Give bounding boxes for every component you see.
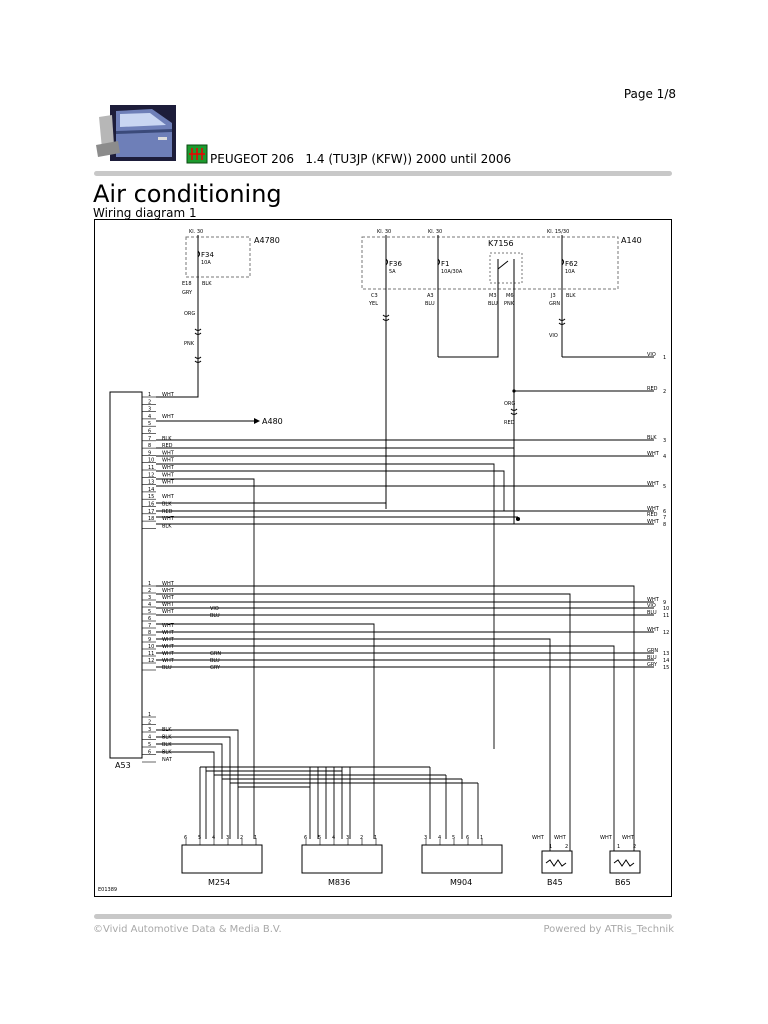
supply-label: Kl. 15/30 — [547, 229, 570, 235]
edge-terminal-number: 8 — [663, 522, 667, 528]
motor-m836 — [302, 835, 382, 887]
connector-pin-number: 7 — [148, 623, 152, 629]
module-label-a4780: A4780 — [254, 236, 280, 245]
pin-label: C3 — [371, 293, 378, 299]
edge-wire-color: GRN — [647, 648, 659, 654]
wire-color: GRY — [210, 665, 221, 671]
wire-color: RED — [504, 420, 515, 426]
fuse-label-f1: F1 — [441, 260, 450, 268]
connector-pin-number: 4 — [148, 413, 152, 420]
module-label-a140: A140 — [621, 236, 642, 245]
connector-pin-number: 8 — [148, 630, 152, 636]
sensor-b45 — [532, 835, 572, 887]
connector-pin-number: 11 — [148, 465, 155, 471]
motor-pin-number: 5 — [198, 835, 202, 841]
drawing-number: E01389 — [98, 887, 118, 893]
module-label-a53: A53 — [115, 761, 131, 770]
edge-wire-color: BLU — [647, 655, 657, 661]
green-connector-icon — [186, 144, 208, 164]
motor-pin-number: 6 — [304, 835, 308, 841]
edge-wire-color: BLK — [647, 435, 657, 441]
connector-wire-color: WHT — [162, 644, 174, 650]
footer-divider — [94, 914, 672, 919]
connector-pin-number: 1 — [148, 581, 152, 587]
connector-pin-number: 15 — [148, 494, 155, 501]
motor-pin-number: 1 — [254, 835, 258, 841]
edge-terminal-number: 4 — [663, 454, 667, 460]
edge-wire-color: WHT — [647, 451, 659, 457]
connector-pin-number: 2 — [148, 719, 152, 726]
connector-wire-color: NAT — [162, 757, 172, 763]
connector-wire-color: BLK — [162, 749, 172, 756]
module-label-b45: B45 — [547, 878, 563, 887]
wire-color: WHT — [532, 835, 544, 841]
connector-wire-color: WHT — [162, 658, 174, 664]
wire-color: WHT — [600, 835, 612, 841]
car-door-logo-icon — [96, 101, 178, 163]
edge-wire-color: WHT — [647, 506, 659, 512]
connector-wire-color: BLU — [162, 665, 172, 671]
motor-pin-number: 6 — [184, 835, 188, 841]
connector-pin-number: 3 — [148, 727, 152, 733]
connector-pin-number: 3 — [148, 595, 152, 601]
motor-m904 — [422, 835, 502, 887]
wire-color: WHT — [554, 835, 566, 841]
wire-color: VIO — [210, 606, 219, 612]
connector-wire-color: BLK — [162, 501, 172, 508]
connector-pin-number: 3 — [148, 406, 152, 413]
connector-pin-number: 17 — [148, 508, 155, 515]
wire-color: VIO — [549, 333, 558, 339]
pin-label: A3 — [427, 293, 434, 299]
supply-label: Kl. 30 — [377, 229, 392, 235]
edge-terminal-number: 13 — [663, 651, 670, 657]
connector-wire-color: RED — [162, 443, 173, 450]
module-label-m904: M904 — [450, 878, 473, 887]
header-divider — [94, 171, 672, 176]
edge-terminal-number: 1 — [663, 355, 667, 361]
connector-pin-number: 9 — [148, 637, 152, 643]
m904-pins — [424, 835, 483, 845]
motor-pin-number: 5 — [452, 835, 456, 841]
connector-pin-number: 10 — [148, 644, 155, 650]
connector-wire-color: WHT — [162, 457, 174, 464]
connector-pin-number: 14 — [148, 486, 155, 493]
connector-pin-number: 2 — [148, 588, 152, 594]
fuse-rating-f62: 10A — [565, 269, 575, 275]
connector-pin-number: 5 — [148, 742, 152, 748]
connector-pin-number: 7 — [148, 435, 152, 442]
wire-color: WHT — [622, 835, 634, 841]
wire-color: ORG — [504, 401, 516, 407]
wire-color: BLU — [210, 658, 220, 664]
motor-pin-number: 1 — [480, 835, 484, 841]
fuse-rating-f36: 5A — [389, 269, 396, 275]
wiring-diagram — [94, 219, 672, 897]
edge-wire-color: WHT — [647, 519, 659, 525]
supply-label: Kl. 30 — [189, 229, 204, 235]
motor-pin-number: 4 — [212, 835, 216, 841]
edge-terminal-number: 11 — [663, 613, 670, 619]
fuse-rating-f1: 10A/30A — [441, 269, 463, 275]
wire-color: YEL — [369, 301, 378, 307]
motor-pin-number: 3 — [424, 835, 428, 841]
edge-wire-color: VIO — [647, 603, 656, 609]
pin-number: 1 — [549, 844, 553, 850]
module-label-b65: B65 — [615, 878, 631, 887]
motor-pin-number: 2 — [360, 835, 364, 841]
edge-wire-color: WHT — [647, 627, 659, 633]
connector-pin-number: 18 — [148, 516, 155, 523]
motor-pin-number: 6 — [466, 835, 470, 841]
connector-pin-number: 5 — [148, 421, 152, 428]
edge-terminal-number: 10 — [663, 606, 670, 612]
fuse-label-f62: F62 — [565, 260, 578, 268]
wire-color: BLK — [566, 293, 576, 299]
connector-wire-color: WHT — [162, 602, 174, 608]
fuse-box-a4780 — [156, 229, 280, 397]
edge-wire-color: VIO — [647, 352, 656, 358]
wire-color: PNK — [184, 341, 195, 347]
edge-wire-color: RED — [647, 386, 658, 392]
wire-color: BLK — [202, 281, 212, 287]
connector-wire-color: WHT — [162, 479, 174, 486]
footer-powered-by: Powered by ATRis_Technik — [543, 924, 674, 935]
connector-pin-number: 6 — [148, 616, 152, 622]
module-label-m836: M836 — [328, 878, 351, 887]
motor-pin-number: 1 — [374, 835, 378, 841]
edge-terminal-number: 15 — [663, 665, 670, 671]
connector-wire-color: WHT — [162, 630, 174, 636]
connector-pin-number: 5 — [148, 609, 152, 615]
connector-pin-number: 6 — [148, 428, 152, 435]
connector-wire-color: BLK — [162, 435, 172, 442]
connector-1 — [142, 392, 175, 529]
motor-pin-number: 4 — [438, 835, 442, 841]
pin-label: M3 — [489, 293, 497, 299]
pin-label: E18 — [182, 281, 192, 287]
edge-wire-color: WHT — [647, 597, 659, 603]
edge-terminal-number: 7 — [663, 515, 667, 521]
connector-3 — [142, 712, 173, 763]
page-subtitle: Wiring diagram 1 — [93, 206, 197, 220]
motor-pin-number: 4 — [332, 835, 336, 841]
fuse-label-f36: F36 — [389, 260, 402, 268]
pin-label: J3 — [551, 293, 556, 299]
connector-wire-color: WHT — [162, 413, 174, 420]
connector-pin-number: 1 — [148, 392, 152, 398]
fuse-box-a140 — [362, 229, 654, 524]
edge-wire-color: BLU — [647, 610, 657, 616]
connector-pin-number: 16 — [148, 501, 155, 508]
edge-terminal-number: 9 — [663, 600, 667, 606]
edge-terminal-number: 12 — [663, 630, 670, 636]
wire-color: GRN — [549, 301, 561, 307]
connector-wire-color: WHT — [162, 581, 174, 587]
motor-pin-number: 3 — [226, 835, 230, 841]
edge-terminal-number: 6 — [663, 509, 667, 515]
wire-color: BLU — [210, 613, 220, 619]
connector-wire-color: RED — [162, 508, 173, 515]
control-unit-a53 — [110, 392, 175, 770]
connector-pin-number: 2 — [148, 399, 152, 406]
wire-color: ORG — [184, 311, 196, 317]
connector-wire-color: WHT — [162, 465, 174, 471]
footer-copyright: ©Vivid Automotive Data & Media B.V. — [93, 924, 282, 935]
right-edge-terminals — [647, 352, 669, 671]
pin-number: 1 — [617, 844, 621, 850]
motor-pin-number: 3 — [346, 835, 350, 841]
wire-color: GRY — [182, 290, 193, 296]
relay-label-k7156: K7156 — [488, 239, 514, 248]
fuse-rating-f34: 10A — [201, 260, 211, 266]
connector-pin-number: 12 — [148, 658, 155, 664]
connector-pin-number: 4 — [148, 734, 152, 741]
fuse-label-f34: F34 — [201, 251, 214, 259]
wire-color: GRN — [210, 651, 222, 657]
connector-wire-color: BLK — [162, 727, 172, 733]
module-label-a480: A480 — [262, 417, 283, 426]
a480-link — [156, 417, 283, 426]
edge-terminal-number: 5 — [663, 484, 667, 490]
connector-wire-color: WHT — [162, 472, 174, 479]
wire-color: PNK — [504, 301, 515, 307]
connector-wire-color: BLK — [162, 523, 172, 530]
connector-pin-number: 1 — [148, 712, 152, 718]
connector-pin-number: 12 — [148, 472, 155, 479]
connector-2 — [142, 581, 175, 671]
connector-wire-color: WHT — [162, 623, 174, 629]
connector-wire-color: WHT — [162, 494, 174, 501]
connector-wire-color: WHT — [162, 651, 174, 657]
supply-label: Kl. 30 — [428, 229, 443, 235]
edge-terminal-number: 3 — [663, 438, 667, 444]
connector-wire-color: WHT — [162, 392, 174, 398]
connector-wire-color: WHT — [162, 588, 174, 594]
page-title: Air conditioning — [93, 180, 282, 208]
edge-terminal-number: 14 — [663, 658, 670, 664]
edge-wire-color: WHT — [647, 481, 659, 487]
signal-wires — [156, 440, 654, 839]
module-label-m254: M254 — [208, 878, 231, 887]
vehicle-title: PEUGEOT 206 1.4 (TU3JP (KFW)) 2000 until 2006 — [210, 152, 512, 166]
pin-number: 2 — [633, 844, 637, 850]
m836-pins — [304, 835, 377, 845]
edge-terminal-number: 2 — [663, 389, 667, 395]
connector-pin-number: 10 — [148, 457, 155, 464]
m254-pins — [184, 835, 257, 845]
connector-pin-number: 6 — [148, 749, 152, 756]
motor-m254 — [182, 835, 262, 887]
wire-color: BLU — [488, 301, 498, 307]
connector-pin-number: 13 — [148, 479, 155, 486]
connector-wire-color: BLK — [162, 734, 172, 741]
page-number: Page 1/8 — [623, 87, 676, 101]
motor-pin-number: 5 — [318, 835, 322, 841]
inline-color-labels — [210, 606, 221, 671]
wire-color: BLU — [425, 301, 435, 307]
motor-pin-number: 2 — [240, 835, 244, 841]
connector-wire-color: WHT — [162, 609, 174, 615]
connector-wire-color: WHT — [162, 516, 174, 523]
connector-pin-number: 9 — [148, 450, 152, 457]
connector-pin-number: 11 — [148, 651, 155, 657]
edge-wire-color: RED — [647, 512, 658, 518]
connector-wire-color: BLK — [162, 742, 172, 748]
connector-pin-number: 4 — [148, 602, 152, 608]
edge-wire-color: GRY — [647, 662, 658, 668]
connector-wire-color: WHT — [162, 637, 174, 643]
connector-wire-color: WHT — [162, 595, 174, 601]
pin-label: M6 — [506, 293, 514, 299]
connector-wire-color: WHT — [162, 450, 174, 457]
connector-pin-number: 8 — [148, 443, 152, 450]
pin-number: 2 — [565, 844, 569, 850]
